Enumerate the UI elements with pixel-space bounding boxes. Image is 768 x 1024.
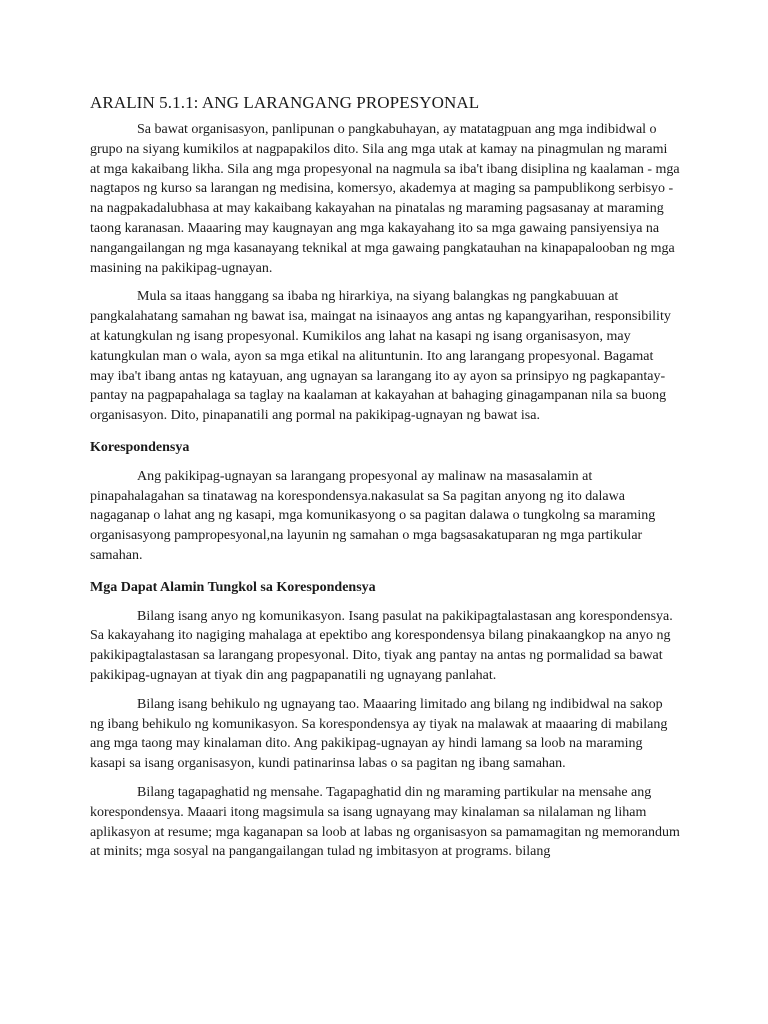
paragraph-behikulo: Bilang isang behikulo ng ugnayang tao. Maaaring limitado ang bilang ng indibidwal na sakop ng ibang behikulo ng komunikasyon. Sa korespondensya ay tiyak na malawak at maaaring di mabilang ang mga taong may kinalaman dito. Ang pakikipag-ugnayan ay hindi lamang sa loob na maraming kasapi sa isang organisasyon, kundi patinarinsa labas o sa pagitan ng ibang samahan. xyxy=(90,696,668,772)
paragraph-intro-1: Sa bawat organisasyon, panlipunan o pangkabuhayan, ay matatagpuan ang mga indibidwal o grupo na siyang kumikilos at nagpapakilos dito. Sila ang mga utak at kamay na pinagmulan ng marami at mga kakaibang likha. Sila ang mga propesyonal na nagmula sa iba't ibang disiplina ng kaalaman - mga nagtapos ng kurso sa larangan ng medisina, komersyo, akademya at maging sa pampublikong serbisyo - na nagpakadalubhasa at may kakaibang kakayahan na pinatalas ng maraming pagsasanay at maraming taong karanasan. Maaaring may kaugnayan ang mga kakayahang ito sa mga gawaing pansiyensiya na nangangailangan ng mga kasanayang teknikal at mga gawaing pangkatauhan na kinapapalooban ng mga masining na pakikipag-ugnayan. xyxy=(90,122,680,276)
document-page xyxy=(90,92,680,871)
paragraph-intro-2: Mula sa itaas hanggang sa ibaba ng hirarkiya, na siyang balangkas ng pangkabuuan at pangkalahatang samahan ng bawat isa, maingat na isinaayos ang antas ng kapangyarihan, responsibility at katungkulan ng isang propesyonal. Kumikilos ang lahat na kasapi ng isang organisasyon, may katungkulan man o wala, ayon sa mga etikal na alituntunin. Ito ang larangang propesyonal. Bagamat may iba't ibang antas ng katayuan, ang ugnayan sa larangang ito ay ayon sa prinsipyo ng pagkapantay-pantay na pagpapahalaga sa taglay na kaalaman at kakayahan at bahaging ginagampanan nila sa buong organisasyon. Dito, pinapanatili ang pormal na pakikipag-ugnayan ng bawat isa. xyxy=(90,289,671,424)
section-heading-dapat-alamin: Mga Dapat Alamin Tungkol sa Korespondensya xyxy=(90,579,376,595)
paragraph-korespondensya: Ang pakikipag-ugnayan sa larangang propesyonal ay malinaw na masasalamin at pinapahalagahan sa tinatawag na korespondensya.nakasulat sa Sa pagitan anyong ng ito dalawa nagaganap o lahat ang ng kasapi, mga komunikasyong o sa pagitan dalawa o tungkolng sa maraming organisasyong pampropesyonal,na layunin ng samahan o mga bagsasakatuparan ng mga partikular samahan. xyxy=(90,468,656,563)
document-title: ARALIN 5.1.1: ANG LARANGANG PROPESYONAL xyxy=(90,93,480,112)
section-heading-korespondensya: Korespondensya xyxy=(90,439,190,455)
paragraph-tagapaghatid: Bilang tagapaghatid ng mensahe. Tagapaghatid din ng maraming partikular na mensahe ang korespondensya. Maaari itong magsimula sa isang ugnayang may kinalaman sa nilalaman ng liham aplikasyon at resume; mga kaganapan sa loob at labas ng organisasyon sa pamamagitan ng memorandum at minits; mga sosyal na pangangailangan tulad ng imbitasyon at programs. bilang xyxy=(90,784,680,860)
paragraph-anyo-komunikasyon: Bilang isang anyo ng komunikasyon. Isang pasulat na pakikipagtalastasan ang korespondensya. Sa kakayahang ito nagiging mahalaga at epektibo ang korespondensya bilang pinakaangkop na anyo ng pakikipagtalastasan sa larangang propesyonal. Dito, tiyak ang pantay na antas ng pormalidad sa bawat pakikipag-ugnayan at tiyak din ang pagpapanatili ng ugnayang panlahat. xyxy=(90,608,673,683)
